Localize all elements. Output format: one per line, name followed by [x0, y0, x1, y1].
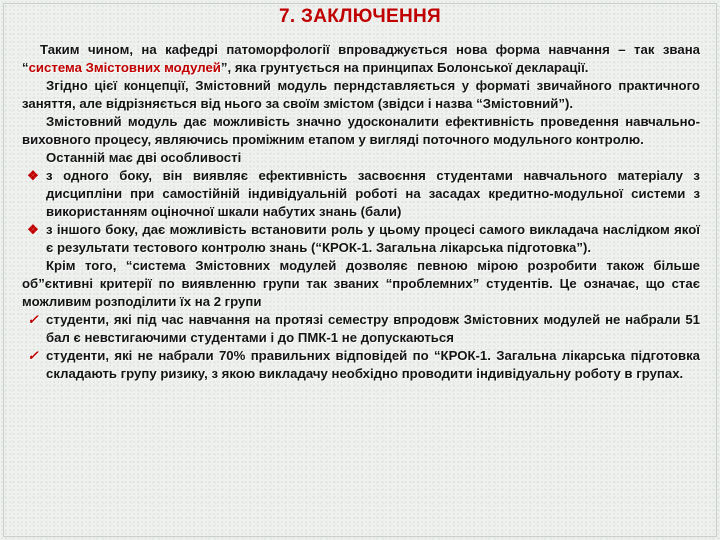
- intro-text-end: ”, яка грунтується на принципах Болонської декларації.: [220, 60, 589, 75]
- paragraph-module: Змістовний модуль дає можливість значно удосконалити ефективність проведення навчально-виховного процесу, являючись проміжним етапом у вигляді поточного модульного контролю.: [22, 114, 700, 147]
- intro-text-start: Таким чином, на кафедрі патоморфології впроваджується нова форма навчання – так звана “: [22, 42, 700, 75]
- diamond-bullet-icon: ❖: [27, 222, 39, 237]
- list-item-feature-2: [22, 221, 700, 257]
- paragraph-concept: Згідно цієї концепції, Змістовний модуль перндставляється у форматі звичайного практичного заняття, але відрізняється від нього за своїм змістом (звідси і назва “Змістовний”).: [22, 78, 700, 111]
- list-item-text: з одного боку, він виявляє ефективність засвоєння студентами навчального матеріалу з дисципліни при самостійній індивідуальній роботі на засадах кредитно-модульної системи з використанням оціночної шкали набутих знань (бали): [46, 168, 700, 219]
- list-item-feature-1: [22, 167, 700, 221]
- slide-body: [22, 41, 700, 383]
- paragraph-features: Останній має дві особливості: [46, 150, 242, 165]
- check-bullet-icon: ✓: [27, 312, 39, 327]
- list-item-group-1: [22, 311, 700, 347]
- list-item-text: студенти, які не набрали 70% правильних відповідей по “КРОК-1. Загальна лікарська підготовка складають групу ризику, з якою викладачу необхідно проводити індивідуальну роботу в групах.: [46, 348, 700, 381]
- list-item-group-2: [22, 347, 700, 383]
- intro-highlight: система Змістовних модулей: [28, 60, 221, 75]
- paragraph-criteria: Крім того, “система Змістовних модулей дозволяє певною мірою розробити також більше об”єктивні критерії по виявленню групи так званих “проблемних” студентів. Це означає, що стає можливим розподілити їх на 2 групи: [22, 258, 700, 309]
- check-bullet-icon: ✓: [27, 348, 39, 363]
- list-item-text: студенти, які під час навчання на протязі семестру впродовж Змістовних модулей не набрали 51 бал є невстигаючими студентами і до ПМК-1 не допускаються: [46, 312, 700, 345]
- diamond-bullet-icon: ❖: [27, 168, 39, 183]
- slide-title: 7. ЗАКЛЮЧЕННЯ: [278, 6, 442, 27]
- paragraph-intro: [22, 41, 700, 77]
- list-item-text: з іншого боку, дає можливість встановити роль у цьому процесі самого викладача наслідком якої є результати тестового контролю знань (“КРОК-1. Загальна лікарська підготовка”).: [46, 222, 700, 255]
